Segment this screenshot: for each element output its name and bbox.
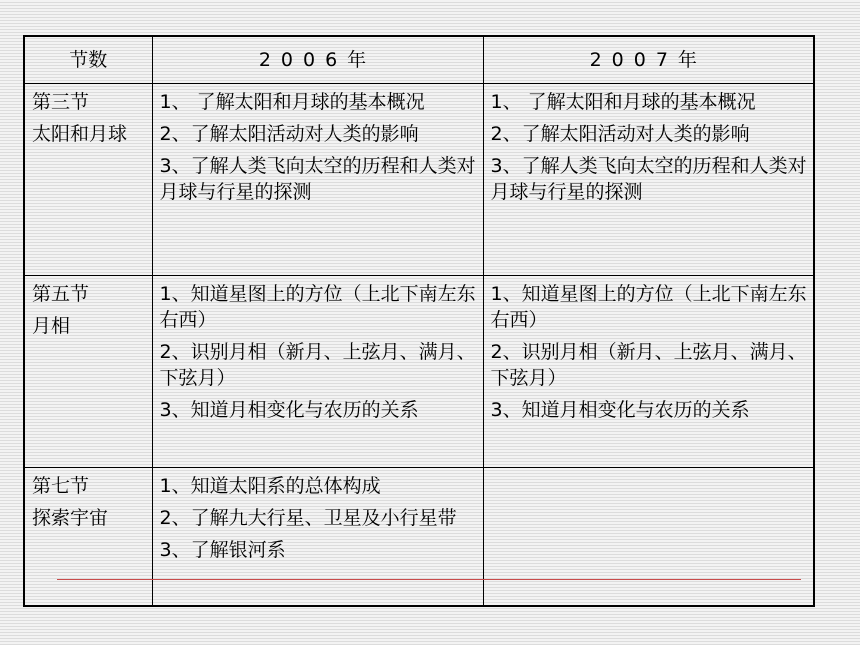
red-divider-line xyxy=(57,579,801,580)
list-item: 1、 了解太阳和月球的基本概况 xyxy=(490,91,756,113)
cell-2006 xyxy=(152,84,483,276)
section-number: 第七节 xyxy=(32,475,90,497)
section-title: 探索宇宙 xyxy=(32,507,109,529)
list-item: 2、了解九大行星、卫星及小行星带 xyxy=(159,507,457,529)
table-row xyxy=(24,84,814,276)
list-item: 2、了解太阳活动对人类的影响 xyxy=(490,123,750,145)
list-item: 3、知道月相变化与农历的关系 xyxy=(490,399,750,421)
cell-2007 xyxy=(483,468,814,606)
section-cell xyxy=(24,276,152,468)
header-2006: 2006年 xyxy=(152,36,483,84)
section-cell xyxy=(24,84,152,276)
table-row xyxy=(24,276,814,468)
list-item: 1、知道星图上的方位（上北下南左东右西） xyxy=(490,283,807,331)
table-row xyxy=(24,468,814,606)
section-title: 太阳和月球 xyxy=(32,123,128,145)
section-number: 第五节 xyxy=(32,283,90,305)
list-item: 2、识别月相（新月、上弦月、满月、下弦月） xyxy=(159,341,476,389)
list-item: 1、 了解太阳和月球的基本概况 xyxy=(159,91,425,113)
list-item: 3、知道月相变化与农历的关系 xyxy=(159,399,419,421)
header-row xyxy=(24,36,814,84)
curriculum-table xyxy=(23,35,815,607)
section-title: 月相 xyxy=(32,315,71,337)
list-item: 3、了解银河系 xyxy=(159,539,286,561)
header-2007: 2007年 xyxy=(483,36,814,84)
cell-2006 xyxy=(152,276,483,468)
list-item: 1、知道太阳系的总体构成 xyxy=(159,475,381,497)
list-item: 2、识别月相（新月、上弦月、满月、下弦月） xyxy=(490,341,807,389)
cell-2007 xyxy=(483,84,814,276)
list-item: 3、了解人类飞向太空的历程和人类对月球与行星的探测 xyxy=(159,155,476,203)
cell-2007 xyxy=(483,276,814,468)
cell-2006 xyxy=(152,468,483,606)
section-number: 第三节 xyxy=(32,91,90,113)
list-item: 3、了解人类飞向太空的历程和人类对月球与行星的探测 xyxy=(490,155,807,203)
section-cell xyxy=(24,468,152,606)
list-item: 1、知道星图上的方位（上北下南左东右西） xyxy=(159,283,476,331)
list-item: 2、了解太阳活动对人类的影响 xyxy=(159,123,419,145)
header-section: 节数 xyxy=(24,36,152,84)
